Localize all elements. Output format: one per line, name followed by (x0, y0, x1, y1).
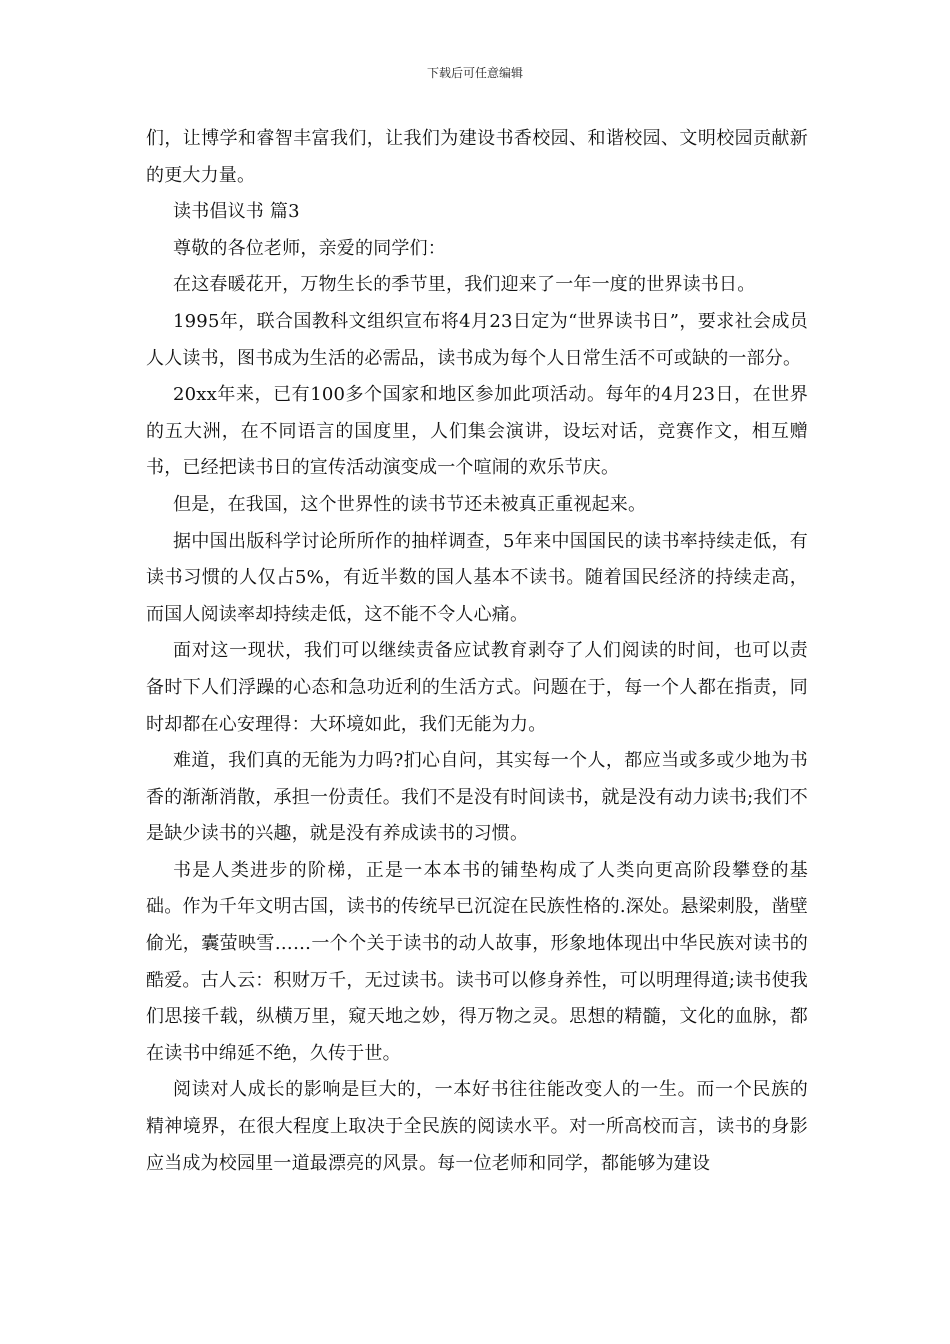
paragraph: 书是人类进步的阶梯，正是一本本书的铺垫构成了人类向更高阶段攀登的基础。作为千年文明古国，读书的传统早已沉淀在民族性格的.深处。悬梁刺股，凿壁偷光，囊萤映雪……一个个关于读书的动人故事，形象地体现出中华民族对读书的酷爱。古人云：积财万千，无过读书。读书可以修身养性，可以明理得道;读书使我们思接千载，纵横万里，窥天地之妙，得万物之灵。思想的精髓，文化的血脉，都在读书中绵延不绝，久传于世。 (146, 859, 808, 1064)
paragraph: 面对这一现状，我们可以继续责备应试教育剥夺了人们阅读的时间，也可以责备时下人们浮躁的心态和急功近利的生活方式。问题在于，每一个人都在指责，同时却都在心安理得：大环境如此，我们无能为力。 (146, 640, 808, 735)
paragraph-continuation: 们，让博学和睿智丰富我们，让我们为建设书香校园、和谐校园、文明校园贡献新的更大力量。 (146, 128, 808, 186)
paragraph: 1995年，联合国教科文组织宣布将4月23日定为“世界读书日”，要求社会成员人人读书，图书成为生活的必需品，读书成为每个人日常生活不可或缺的一部分。 (146, 310, 808, 369)
paragraph: 据中国出版科学讨论所所作的抽样调查，5年来中国国民的读书率持续走低，有读书习惯的人仅占5%，有近半数的国人基本不读书。随着国民经济的持续走高，而国人阅读率却持续走低，这不能不令人心痛。 (146, 530, 808, 625)
paragraph: 在这春暖花开，万物生长的季节里，我们迎来了一年一度的世界读书日。 (173, 274, 756, 296)
paragraph: 但是，在我国，这个世界性的读书节还未被真正重视起来。 (173, 493, 647, 515)
salutation: 尊敬的各位老师，亲爱的同学们： (173, 237, 446, 259)
paragraph: 阅读对人成长的影响是巨大的，一本好书往往能改变人的一生。而一个民族的精神境界，在很大程度上取决于全民族的阅读水平。对一所高校而言，读书的身影应当成为校园里一道最漂亮的风景。每一位老师和同学，都能够为建设 (146, 1079, 808, 1174)
page-header: 下载后可任意编辑 (426, 66, 523, 80)
paragraph: 难道，我们真的无能为力吗?扪心自问，其实每一个人，都应当或多或少地为书香的渐渐消散，承担一份责任。我们不是没有时间读书，就是没有动力读书;我们不是缺少读书的兴趣，就是没有养成读书的习惯。 (146, 750, 808, 845)
document-body (146, 121, 808, 1182)
section-heading: 读书倡议书 篇3 (173, 201, 300, 223)
paragraph: 20xx年来，已有100多个国家和地区参加此项活动。每年的4月23日，在世界的五大洲，在不同语言的国度里，人们集会演讲，设坛对话，竞赛作文，相互赠书，已经把读书日的宣传活动演变成一个喧闹的欢乐节庆。 (146, 384, 808, 479)
